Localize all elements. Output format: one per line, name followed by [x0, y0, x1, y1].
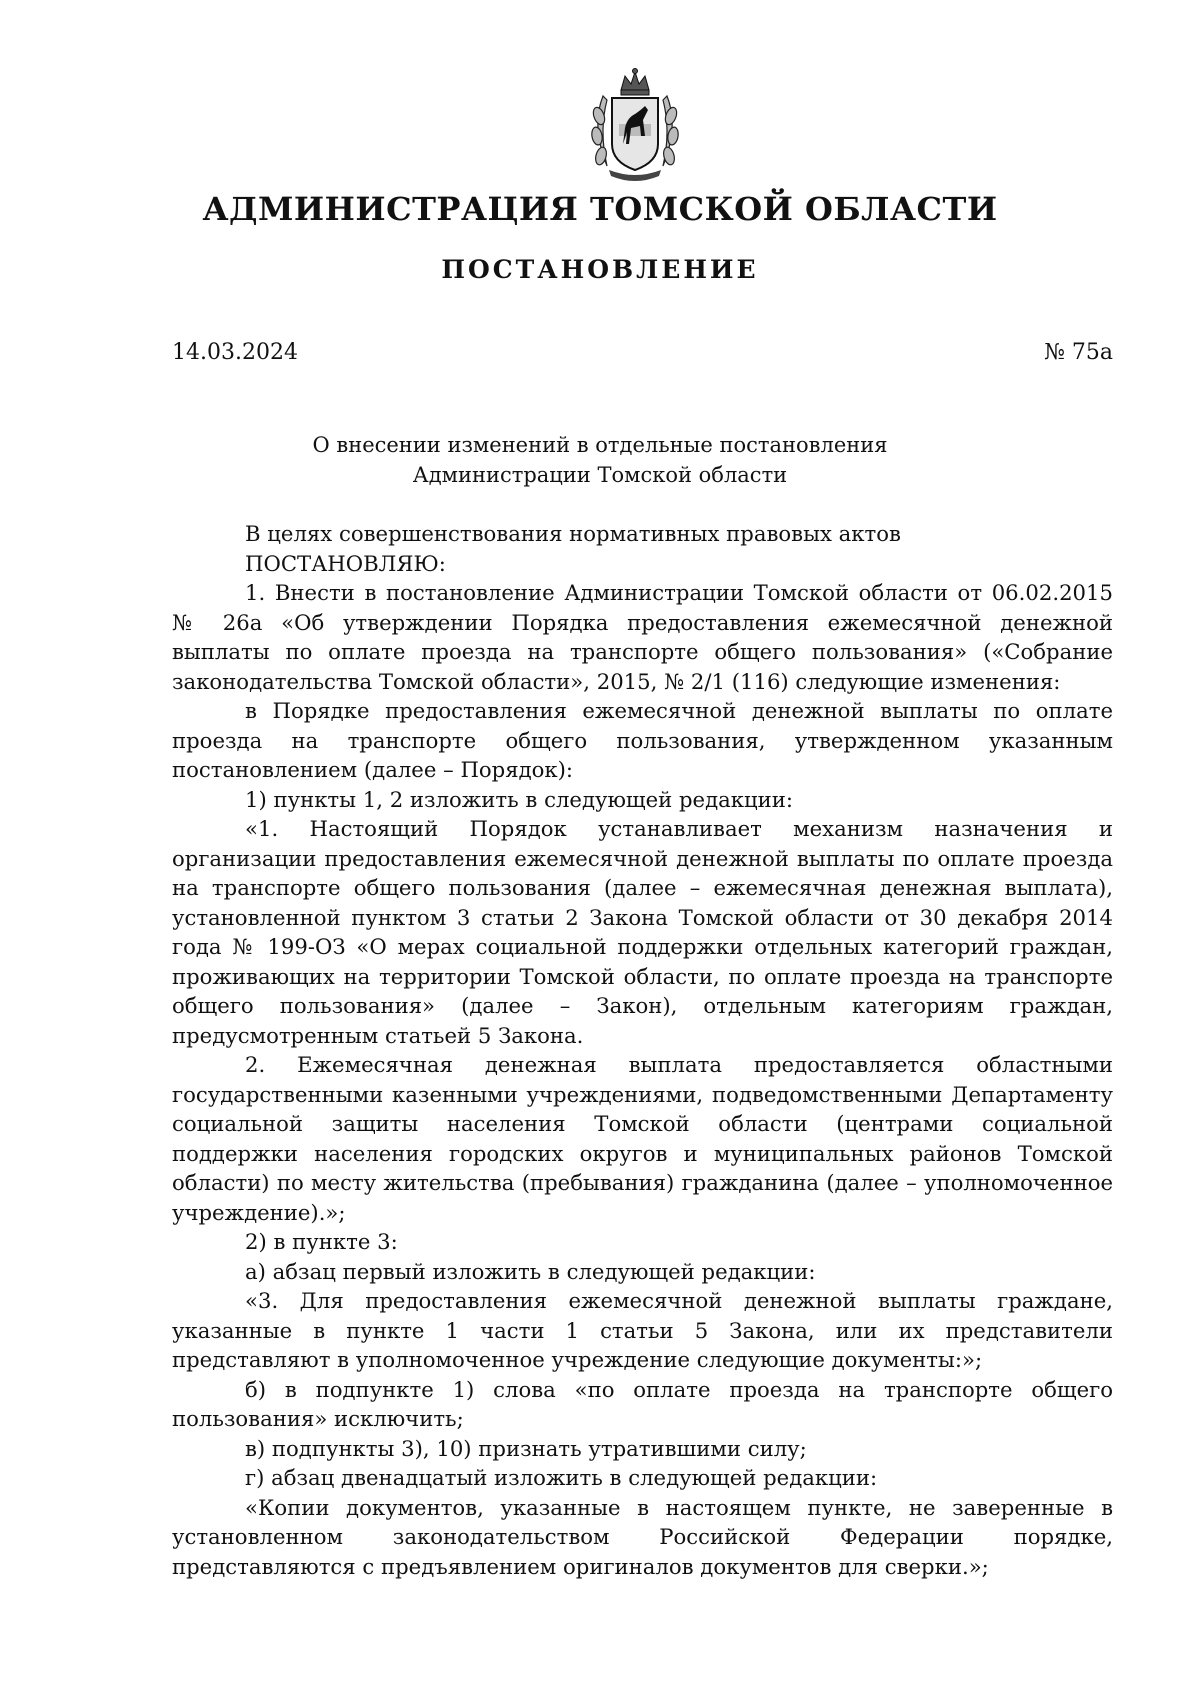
paragraph: б) в подпункте 1) слова «по оплате проезда на транспорте общего пользования» исключить; — [172, 1376, 1113, 1431]
document-number: № 75а — [1044, 340, 1113, 365]
document-subject — [0, 430, 1200, 490]
document-type: ПОСТАНОВЛЕНИЕ — [441, 255, 759, 284]
paragraph: «1. Настоящий Порядок устанавливает механизм назначения и организации предоставления ежемесячной денежной выплаты по оплате проезда на транспорте общего пользования (далее – ежемесячная денежная выплата), установленной пунктом 3 статьи 2 Закона Томской области от 30 декабря 2014 года № 199-ОЗ «О мерах социальной поддержки отдельных категорий граждан, проживающих на территории Томской области, по оплате проезда на транспорте общего пользования» (далее – Закон), отдельным категориям граждан, предусмотренным статьей 5 Закона. — [172, 816, 1113, 1048]
paragraph: «Копии документов, указанные в настоящем пункте, не заверенные в установленном законодательством Российской Федерации порядке, представляются с предъявлением оригиналов документов для сверки.»; — [172, 1494, 1113, 1579]
paragraph: в Порядке предоставления ежемесячной денежной выплаты по оплате проезда на транспорте общего пользования, утвержденном указанным постановлением (далее – Порядок): — [172, 698, 1113, 782]
document-body — [172, 519, 1113, 1581]
paragraph: а) абзац первый изложить в следующей редакции: — [245, 1258, 816, 1284]
paragraph: В целях совершенствования нормативных правовых актов — [245, 521, 901, 546]
subject-line: О внесении изменений в отдельные постановления — [312, 433, 888, 457]
document-date: 14.03.2024 — [172, 340, 298, 365]
subject-line: Администрации Томской области — [412, 463, 788, 487]
paragraph: 1) пункты 1, 2 изложить в следующей редакции: — [245, 786, 794, 812]
paragraph: ПОСТАНОВЛЯЮ: — [245, 550, 446, 576]
paragraph: в) подпункты 3), 10) признать утратившими силу; — [245, 1435, 807, 1461]
coat-of-arms-icon — [585, 66, 685, 186]
paragraph: «3. Для предоставления ежемесячной денежной выплаты граждане, указанные в пункте 1 части 1 статьи 5 Закона, или их представители представляют в уполномоченное учреждение следующие документы:»; — [172, 1288, 1113, 1372]
paragraph: 2. Ежемесячная денежная выплата предоставляется областными государственными казенными учреждениями, подведомственными Департаменту социальной защиты населения Томской области (центрами социальной поддержки населения городских округов и муниципальных районов Томской области) по месту жительства (пребывания) гражданина (далее – уполномоченное учреждение).»; — [172, 1052, 1113, 1225]
organization-title: АДМИНИСТРАЦИЯ ТОМСКОЙ ОБЛАСТИ — [202, 190, 998, 228]
paragraph: г) абзац двенадцатый изложить в следующей редакции: — [245, 1465, 878, 1490]
paragraph: 2) в пункте 3: — [245, 1229, 398, 1254]
paragraph: 1. Внести в постановление Администрации Томской области от 06.02.2015 № 26а «Об утверждении Порядка предоставления ежемесячной денежной выплаты по оплате проезда на транспорте общего пользования» («Собрание законодательства Томской области», 2015, № 2/1 (116) следующие изменения: — [172, 580, 1113, 694]
